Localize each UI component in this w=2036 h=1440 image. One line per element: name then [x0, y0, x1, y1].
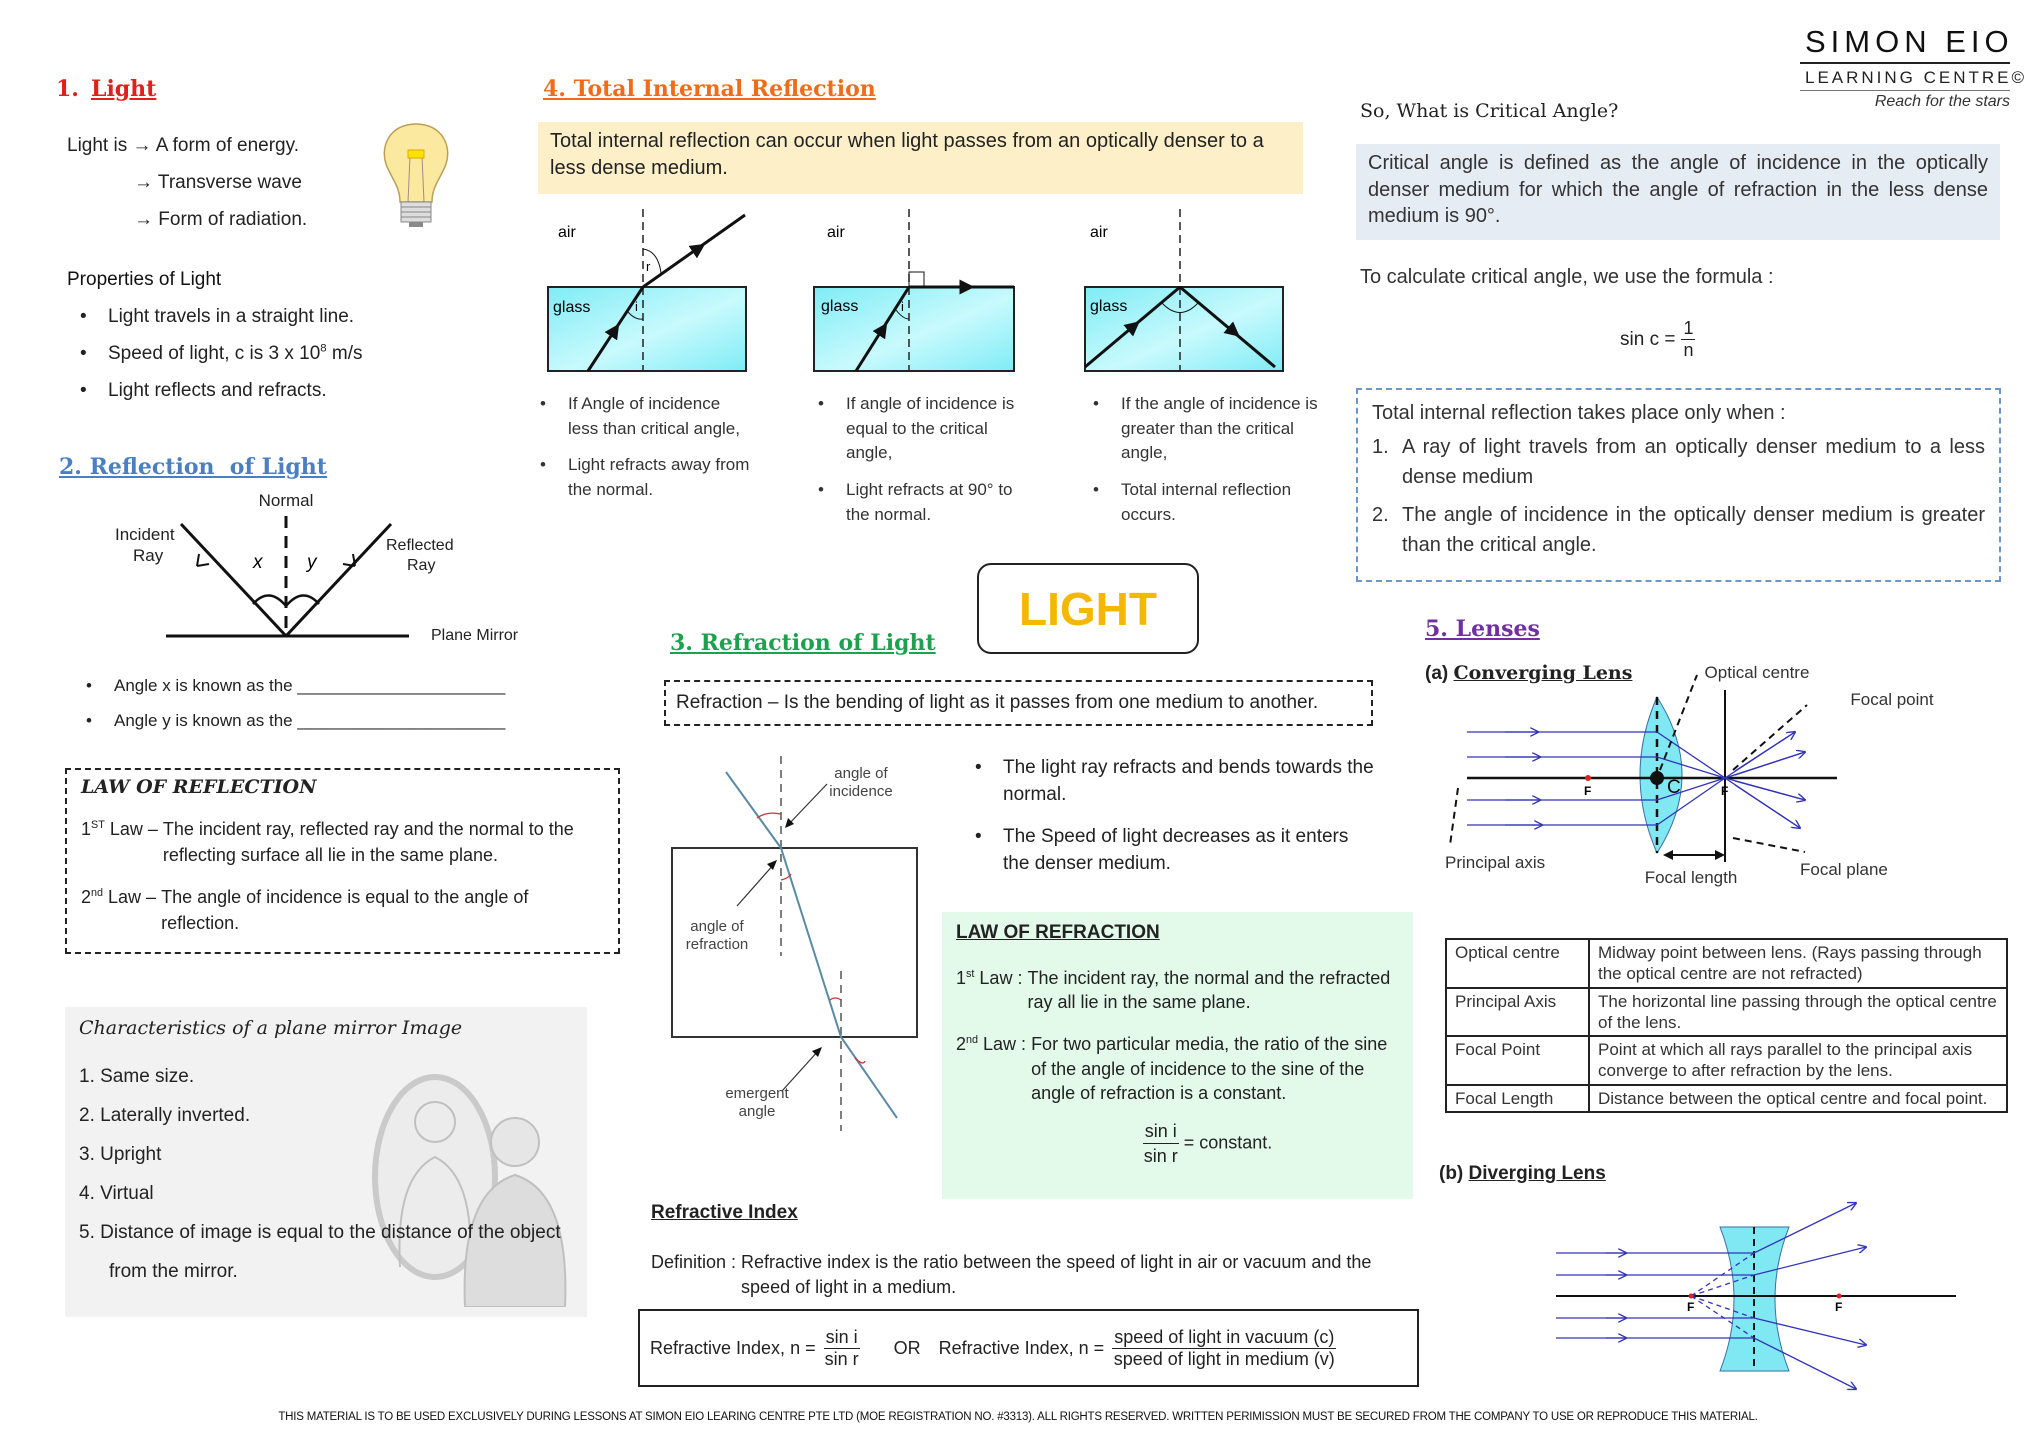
section-1-title: 1. Light: [56, 76, 157, 102]
svg-text:angle of: angle of: [690, 918, 744, 935]
svg-text:Ray: Ray: [407, 557, 436, 574]
svg-text:F: F: [1584, 784, 1592, 798]
diverging-lens-diagram: [1556, 1197, 1966, 1397]
svg-text:F: F: [1835, 1300, 1843, 1314]
tir-condition-1: 1. A ray of light travels from an optically denser medium to a less dense medium: [1372, 436, 1985, 488]
svg-text:i: i: [635, 299, 638, 314]
table-row: Optical centre Midway point between lens. (Rays passing through the optical centre are not refracted): [1446, 939, 2007, 988]
svg-text:Focal point: Focal point: [1850, 690, 1934, 709]
section-2-title: 2. Reflection of Light: [59, 454, 327, 480]
tir-col-2: • If angle of incidence is equal to the critical angle, • Light refracts at 90° to the normal.: [818, 392, 1028, 527]
tir-diagram-equal-critical: [811, 207, 1021, 375]
svg-text:y: y: [307, 552, 317, 573]
critical-angle-title: So, What is Critical Angle?: [1360, 100, 1619, 122]
logo-tagline: Reach for the stars: [1874, 93, 2010, 110]
property-item: • Light travels in a straight line.: [80, 304, 440, 341]
refraction-bullets: • The light ray refracts and bends towards the normal. • The Speed of light decreases as it enters the denser medium.: [975, 755, 1380, 877]
snell-formula: $\frac{\text{sin i}}{\text{sin r}}$ = constant.: [1143, 1121, 1273, 1167]
refraction-diagram: [667, 756, 927, 1136]
light-banner: LIGHT: [977, 563, 1199, 654]
svg-text:air: air: [558, 224, 576, 241]
reflection-law-2: 2nd Law – The angle of incidence is equal to the angle of reflection.: [81, 887, 529, 934]
logo-sub: LEARNING CENTRE©: [1805, 68, 2028, 87]
logo-name: SIMON EIO: [1805, 24, 2014, 59]
svg-text:Focal length: Focal length: [1644, 868, 1738, 887]
svg-text:glass: glass: [553, 299, 591, 316]
svg-text:air: air: [827, 224, 845, 241]
svg-text:F: F: [1721, 784, 1729, 798]
tir-col-1: • If Angle of incidence less than critical angle, • Light refracts away from the normal.: [540, 392, 750, 503]
angle-x-question[interactable]: • Angle x is known as the ______________________: [86, 674, 566, 709]
svg-text:Reflected: Reflected: [386, 537, 454, 554]
critical-angle-formula: sin c = $\frac{1}{n}$: [1620, 318, 1694, 360]
logo: [1800, 24, 2030, 111]
svg-text:i: i: [901, 299, 904, 314]
tir-condition-2: 2. The angle of incidence in the optically denser medium is greater than the critical angle.: [1372, 504, 1985, 556]
svg-text:Plane Mirror: Plane Mirror: [431, 627, 519, 644]
section-3-title: 3. Refraction of Light: [670, 630, 936, 656]
svg-text:Focal plane: Focal plane: [1800, 860, 1888, 879]
properties-list: [80, 304, 440, 404]
svg-text:Principal axis: Principal axis: [1445, 853, 1546, 872]
svg-text:Normal: Normal: [258, 491, 314, 510]
svg-text:r: r: [646, 259, 651, 274]
svg-text:angle: angle: [738, 1103, 776, 1120]
reflection-law-1: 1ST Law – The incident ray, reflected ray and the normal to the reflecting surface all lie in the same plane.: [81, 819, 574, 866]
converging-lens-title: (a) Converging Lens: [1425, 662, 1633, 684]
svg-text:emergent: emergent: [725, 1085, 789, 1102]
property-item: • Light reflects and refracts.: [80, 378, 440, 404]
section-5-title: 5. Lenses: [1425, 616, 1540, 642]
svg-text:angle of: angle of: [834, 765, 888, 782]
tir-diagram-less-than-critical: [543, 207, 753, 375]
footer-copyright: THIS MATERIAL IS TO BE USED EXCLUSIVELY DURING LESSONS AT SIMON EIO LEARING CENTRE PTE LTD (MOE REGISTRATION NO. #3313). ALL RIGHTS RESERVED. WRITTEN PERIMISSION MUST BE SECURED FROM THE COMPANY TO USE OR REPRODUCE THIS MATERIAL.: [278, 1411, 1758, 1423]
characteristics-title: Characteristics of a plane mirror Image: [79, 1017, 463, 1039]
plane-mirror-characteristics: [65, 1007, 587, 1317]
svg-text:refraction: refraction: [685, 936, 749, 953]
law-of-refraction-title: LAW OF REFRACTION: [956, 922, 1160, 943]
table-row: Focal Point Point at which all rays parallel to the principal axis converge to after refraction by the lens.: [1446, 1036, 2007, 1085]
diverging-lens-title: (b) Diverging Lens: [1439, 1163, 1606, 1184]
table-row: Principal Axis The horizontal line passing through the optical centre of the lens.: [1446, 988, 2007, 1037]
characteristics-list: 1. Same size. 2. Laterally inverted. 3. Upright 4. Virtual 5. Distance of image is equal to the distance of the object from the mirror.: [79, 1066, 561, 1282]
property-item: • Speed of light, c is 3 x $10^8$ m/s: [80, 341, 440, 378]
formula-intro: To calculate critical angle, we use the formula :: [1360, 266, 1774, 288]
reflection-diagram: [111, 488, 531, 653]
svg-text:glass: glass: [821, 298, 859, 315]
svg-text:Ray: Ray: [133, 546, 164, 565]
tir-col-3: • If the angle of incidence is greater than the critical angle, • Total internal reflection occurs.: [1093, 392, 1338, 527]
svg-text:F: F: [1687, 1300, 1695, 1314]
properties-title: Properties of Light: [67, 269, 222, 290]
section-4-title: 4. Total Internal Reflection: [543, 76, 876, 102]
lens-terms-table: [1445, 938, 2008, 1113]
tir-diagram-greater-than-critical: [1080, 207, 1290, 375]
refractive-index-title: Refractive Index: [651, 1202, 798, 1223]
converging-lens-diagram: [1445, 665, 2005, 925]
svg-text:glass: glass: [1090, 298, 1128, 315]
svg-text:air: air: [1090, 224, 1108, 241]
critical-angle-definition: Critical angle is defined as the angle of incidence in the optically denser medium for which the angle of refraction in the less dense medium is 90°.: [1356, 144, 2000, 240]
law-of-refraction-box: [942, 912, 1413, 1199]
refraction-definition: Refraction – Is the bending of light as it passes from one medium to another.: [664, 680, 1373, 726]
angle-y-question[interactable]: • Angle y is known as the ______________________: [86, 709, 566, 734]
angle-questions: [86, 674, 566, 734]
law-of-reflection-title: LAW OF REFLECTION: [81, 776, 317, 798]
light-bulb-icon: [378, 120, 454, 230]
svg-text:C: C: [1667, 777, 1681, 798]
light-is-list: Light is → A form of energy. → Transverse wave → Form of radiation.: [67, 135, 308, 230]
tir-conditions-box: Total internal reflection takes place only when : 1. A ray of light travels from an optically denser medium to a less dense medium 2. The angle of incidence in the optically denser medium is greater than the critical angle.: [1356, 388, 2001, 582]
law-of-reflection-box: [65, 768, 620, 954]
refractive-index-definition: Definition : Refractive index is the ratio between the speed of light in air or vacuum and the speed of light in a medium.: [651, 1252, 1372, 1298]
svg-text:Optical centre: Optical centre: [1704, 665, 1810, 682]
refractive-index-formula-box: Refractive Index, n = $\frac{\text{sin i}}{\text{sin r}}$ OR Refractive Index, n = $\frac{\text{speed of light in vacuum (c)}}{\text{speed of light in medium (v)}}$: [638, 1309, 1419, 1387]
refraction-law-2: 2nd Law : For two particular media, the ratio of the sine of the angle of incidence to the sine of the angle of refraction is a constant.: [956, 1034, 1388, 1103]
tir-intro: Total internal reflection can occur when light passes from an optically denser to a less dense medium.: [538, 122, 1303, 194]
svg-text:Incident: Incident: [115, 525, 175, 544]
table-row: Focal Length Distance between the optical centre and focal point.: [1446, 1085, 2007, 1112]
svg-text:incidence: incidence: [829, 783, 893, 800]
svg-text:x: x: [253, 552, 263, 573]
refraction-law-1: 1st Law : The incident ray, the normal and the refracted ray all lie in the same plane.: [956, 967, 1391, 1012]
